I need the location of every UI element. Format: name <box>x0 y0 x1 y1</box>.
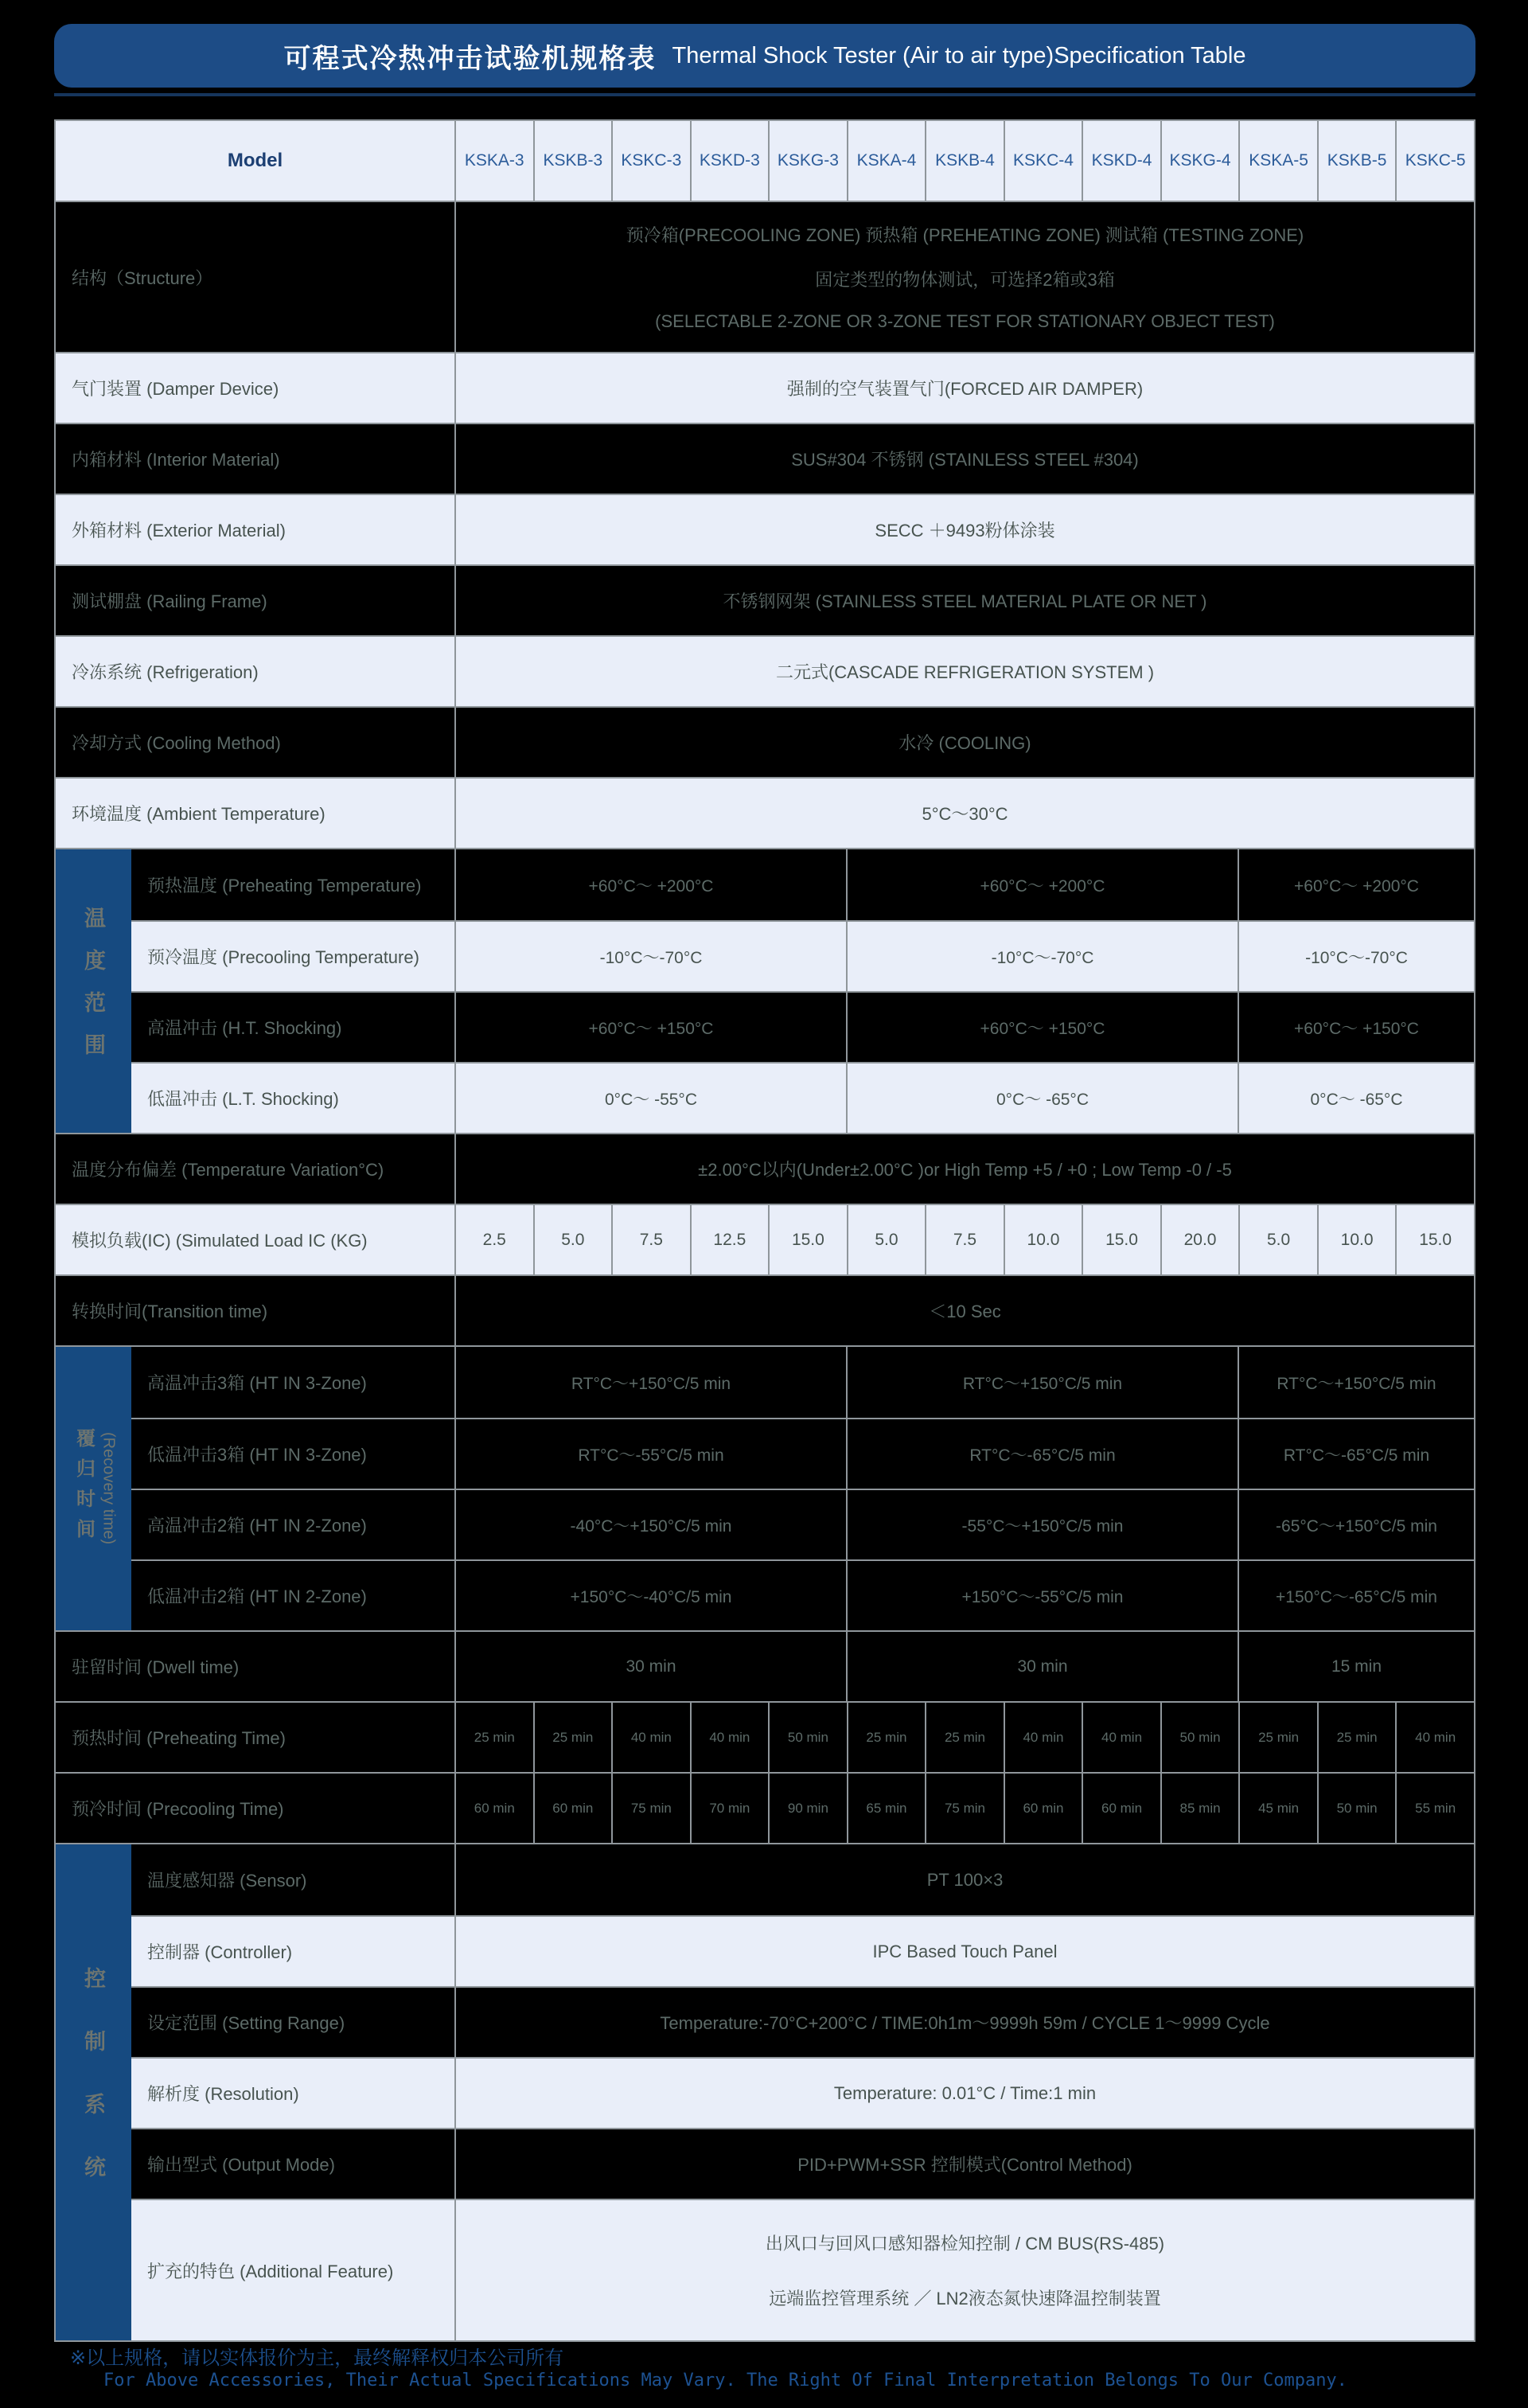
cell-value: 60 min <box>535 1774 614 1843</box>
sidebar-temperature-range <box>56 849 131 1133</box>
group-value: +60°C～ +200°C <box>456 849 848 920</box>
group-value: +60°C～ +200°C <box>848 849 1239 920</box>
section-temperature-range <box>56 848 1474 1133</box>
model-name: KSKD-4 <box>1083 121 1162 201</box>
row-output-mode <box>131 2128 1474 2199</box>
group-value: 0°C～ -65°C <box>848 1064 1239 1133</box>
row-simulated-load <box>56 1204 1474 1274</box>
section-control-system <box>56 1843 1474 2340</box>
cell-value: 70 min <box>692 1774 770 1843</box>
row-label-output-mode: 输出型式 (Output Mode) <box>131 2129 456 2199</box>
row-additional-feature <box>131 2199 1474 2340</box>
cell-value: 25 min <box>1319 1703 1397 1772</box>
row-preheating-temperature <box>131 849 1474 920</box>
model-name: KSKB-3 <box>535 121 614 201</box>
row-dwell-time <box>56 1630 1474 1701</box>
row-controller <box>131 1915 1474 1986</box>
model-name: KSKC-4 <box>1005 121 1084 201</box>
row-precooling-time <box>56 1772 1474 1843</box>
model-name: KSKB-5 <box>1319 121 1397 201</box>
group-value: +60°C～ +150°C <box>1294 1019 1419 1038</box>
title-banner <box>54 24 1475 88</box>
group-value: RT°C～-65°C/5 min <box>848 1419 1239 1489</box>
row-label-dwell-time: 驻留时间 (Dwell time) <box>56 1632 456 1701</box>
model-name: KSKA-4 <box>848 121 927 201</box>
cell-value: 5.0 <box>1240 1205 1319 1274</box>
group-value: RT°C～-65°C/5 min <box>1283 1446 1430 1465</box>
row-lt-2zone <box>131 1559 1474 1630</box>
sidebar-label-en: (Recovery time) <box>99 1432 118 1545</box>
cell-value: 50 min <box>770 1703 848 1772</box>
row-temperature-variation <box>56 1133 1474 1204</box>
value-line: Temperature:-70°C+200°C / TIME:0h1m～9999h 59m / CYCLE 1～9999 Cycle <box>660 2013 1270 2033</box>
group-value: 0°C～ -65°C <box>1310 1090 1403 1109</box>
cell-value: 5.0 <box>848 1205 927 1274</box>
row-value-resolution <box>456 2059 1474 2128</box>
row-value-temperature-variation <box>456 1134 1474 1204</box>
value-line: PT 100×3 <box>926 1869 1004 1890</box>
cell-value: 50 min <box>1162 1703 1241 1772</box>
row-label-precooling-temperature: 预冷温度 (Precooling Temperature) <box>131 922 456 991</box>
model-name: KSKD-3 <box>692 121 770 201</box>
row-structure <box>56 201 1474 352</box>
row-exterior-material <box>56 494 1474 564</box>
group-value: -55°C～+150°C/5 min <box>848 1490 1239 1559</box>
group-value: 15 min <box>1331 1657 1382 1676</box>
group-value: -65°C～+150°C/5 min <box>1276 1516 1437 1536</box>
cell-value: 7.5 <box>613 1205 692 1274</box>
row-label-railing-frame: 测试棚盘 (Railing Frame) <box>56 566 456 635</box>
model-name: KSKC-3 <box>613 121 692 201</box>
row-label-ht-3zone: 高温冲击3箱 (HT IN 3-Zone) <box>131 1347 456 1418</box>
row-setting-range <box>131 1986 1474 2057</box>
cell-value: 10.0 <box>1005 1205 1084 1274</box>
value-line: 二元式(CASCADE REFRIGERATION SYSTEM ) <box>775 662 1155 682</box>
footnote-zh: ※以上规格，请以实体报价为主，最终解释权归本公司所有 <box>70 2348 564 2369</box>
row-groups-ht-2zone <box>456 1490 1474 1559</box>
value-line: 水冷 (COOLING) <box>898 733 1031 753</box>
row-label-ht-shocking: 高温冲击 (H.T. Shocking) <box>131 993 456 1062</box>
model-name: KSKA-5 <box>1240 121 1319 201</box>
row-label-controller: 控制器 (Controller) <box>131 1917 456 1986</box>
value-line: 5°C～30°C <box>922 804 1008 824</box>
model-header-label: Model <box>56 121 456 201</box>
footnote-en: For Above Accessories, Their Actual Specifications May Vary. The Right Of Final Interpretation Belongs To Our Company. <box>103 2371 1347 2390</box>
cell-value: 85 min <box>1162 1774 1241 1843</box>
group-value: +150°C～-40°C/5 min <box>456 1561 848 1630</box>
model-name: KSKB-4 <box>926 121 1005 201</box>
row-value-structure <box>456 202 1474 352</box>
group-value: -10°C～-70°C <box>848 922 1239 991</box>
row-groups-dwell-time <box>456 1632 1474 1701</box>
row-cells-precooling-time <box>456 1774 1474 1843</box>
cell-value: 7.5 <box>926 1205 1005 1274</box>
cell-value: 5.0 <box>535 1205 614 1274</box>
row-label-precooling-time: 预冷时间 (Precooling Time) <box>56 1774 456 1843</box>
cell-value: 90 min <box>770 1774 848 1843</box>
row-value-refrigeration <box>456 637 1474 706</box>
cell-value: 2.5 <box>456 1205 535 1274</box>
cell-value: 45 min <box>1240 1774 1319 1843</box>
row-groups-ht-3zone <box>456 1347 1474 1418</box>
row-label-ht-2zone: 高温冲击2箱 (HT IN 2-Zone) <box>131 1490 456 1559</box>
value-line: IPC Based Touch Panel <box>872 1941 1058 1961</box>
cell-value: 15.0 <box>1419 1230 1452 1249</box>
row-label-preheating-time: 预热时间 (Preheating Time) <box>56 1703 456 1772</box>
row-lt-3zone <box>131 1418 1474 1489</box>
row-value-sensor <box>456 1844 1474 1915</box>
cell-value: 12.5 <box>692 1205 770 1274</box>
cell-value: 55 min <box>1415 1800 1456 1816</box>
cell-value: 75 min <box>926 1774 1005 1843</box>
sidebar-control-system <box>56 1844 131 2340</box>
group-value: +150°C～-55°C/5 min <box>848 1561 1239 1630</box>
row-damper-device <box>56 352 1474 423</box>
model-name: KSKA-3 <box>456 121 535 201</box>
row-label-lt-shocking: 低温冲击 (L.T. Shocking) <box>131 1064 456 1133</box>
group-value: +150°C～-65°C/5 min <box>1276 1587 1437 1606</box>
row-ht-3zone <box>131 1347 1474 1418</box>
value-line: PID+PWM+SSR 控制模式(Control Method) <box>797 2155 1132 2175</box>
row-label-transition-time: 转换时间(Transition time) <box>56 1276 456 1345</box>
row-groups-precooling-temperature <box>456 922 1474 991</box>
row-groups-preheating-temperature <box>456 849 1474 920</box>
model-name: KSKC-5 <box>1405 151 1466 170</box>
cell-value: 40 min <box>1415 1729 1456 1745</box>
row-railing-frame <box>56 564 1474 635</box>
cell-value: 15.0 <box>770 1205 848 1274</box>
sidebar-label-zh: 温度范围 <box>81 907 105 1075</box>
row-value-ambient-temperature <box>456 779 1474 848</box>
row-value-additional-feature <box>456 2200 1474 2340</box>
row-groups-lt-3zone <box>456 1419 1474 1489</box>
row-label-exterior-material: 外箱材料 (Exterior Material) <box>56 495 456 564</box>
value-line: ＜10 Sec <box>929 1302 1001 1321</box>
cell-value: 65 min <box>848 1774 927 1843</box>
group-value: RT°C～-55°C/5 min <box>456 1419 848 1489</box>
model-name: KSKG-3 <box>770 121 848 201</box>
cell-value: 40 min <box>1005 1703 1084 1772</box>
value-line: 远端监控管理系统 ／ LN2液态氮快速降温控制装置 <box>769 2289 1161 2308</box>
row-value-interior-material <box>456 424 1474 494</box>
row-lt-shocking <box>131 1062 1474 1133</box>
sidebar-recovery-time <box>56 1347 131 1630</box>
group-value: +60°C～ +150°C <box>456 993 848 1062</box>
cell-value: 25 min <box>926 1703 1005 1772</box>
row-groups-lt-shocking <box>456 1064 1474 1133</box>
row-ht-shocking <box>131 991 1474 1062</box>
row-label-sensor: 温度感知器 (Sensor) <box>131 1844 456 1915</box>
group-value: 0°C～ -55°C <box>456 1064 848 1133</box>
row-cells-simulated-load <box>456 1205 1474 1274</box>
row-value-transition-time <box>456 1276 1474 1345</box>
value-line: 出风口与回风口感知器检知控制 / CM BUS(RS-485) <box>765 2234 1165 2254</box>
row-groups-lt-2zone <box>456 1561 1474 1630</box>
row-cells-preheating-time <box>456 1703 1474 1772</box>
row-value-railing-frame <box>456 566 1474 635</box>
row-label-lt-3zone: 低温冲击3箱 (HT IN 3-Zone) <box>131 1419 456 1489</box>
row-label-lt-2zone: 低温冲击2箱 (HT IN 2-Zone) <box>131 1561 456 1630</box>
row-preheating-time <box>56 1701 1474 1772</box>
row-transition-time <box>56 1274 1474 1345</box>
section-recovery-time <box>56 1345 1474 1630</box>
row-cooling-method <box>56 706 1474 777</box>
section-rows-control-system <box>131 1844 1474 2340</box>
cell-value: 25 min <box>848 1703 927 1772</box>
row-refrigeration <box>56 635 1474 706</box>
value-line: (SELECTABLE 2-ZONE OR 3-ZONE TEST FOR STATIONARY OBJECT TEST) <box>655 311 1275 331</box>
row-label-preheating-temperature: 预热温度 (Preheating Temperature) <box>131 849 456 920</box>
group-value: +60°C～ +200°C <box>1294 876 1419 896</box>
row-precooling-temperature <box>131 920 1474 991</box>
row-label-setting-range: 设定范围 (Setting Range) <box>131 1988 456 2057</box>
row-label-resolution: 解析度 (Resolution) <box>131 2059 456 2128</box>
cell-value: 40 min <box>1083 1703 1162 1772</box>
model-name: KSKG-4 <box>1162 121 1241 201</box>
group-value: RT°C～+150°C/5 min <box>456 1347 848 1418</box>
cell-value: 75 min <box>613 1774 692 1843</box>
row-label-additional-feature: 扩充的特色 (Additional Feature) <box>131 2200 456 2340</box>
group-value: +60°C～ +150°C <box>848 993 1239 1062</box>
group-value: -10°C～-70°C <box>1305 948 1408 967</box>
row-label-ambient-temperature: 环境温度 (Ambient Temperature) <box>56 779 456 848</box>
page-title-en: Thermal Shock Tester (Air to air type)Specification Table <box>672 42 1246 68</box>
row-resolution <box>131 2057 1474 2128</box>
row-ht-2zone <box>131 1489 1474 1559</box>
row-value-setting-range <box>456 1988 1474 2057</box>
row-value-exterior-material <box>456 495 1474 564</box>
cell-value: 25 min <box>456 1703 535 1772</box>
cell-value: 25 min <box>535 1703 614 1772</box>
cell-value: 15.0 <box>1083 1205 1162 1274</box>
page-title-zh: 可程式冷热冲击试验机规格表 <box>283 43 657 74</box>
row-label-simulated-load: 模拟负载(IC) (Simulated Load IC (KG) <box>56 1205 456 1274</box>
cell-value: 25 min <box>1240 1703 1319 1772</box>
cell-value: 50 min <box>1319 1774 1397 1843</box>
cell-value: 60 min <box>1005 1774 1084 1843</box>
sidebar-label-zh: 控制系统 <box>81 1966 105 2219</box>
value-line: Temperature: 0.01°C / Time:1 min <box>833 2082 1097 2103</box>
value-line: SUS#304 不锈钢 (STAINLESS STEEL #304) <box>791 450 1139 470</box>
value-line: 固定类型的物体测试，可选择2箱或3箱 <box>815 270 1115 290</box>
cell-value: 10.0 <box>1319 1205 1397 1274</box>
value-line: 不锈钢网架 (STAINLESS STEEL MATERIAL PLATE OR NET ) <box>723 591 1207 611</box>
row-label-structure: 结构（Structure） <box>56 202 456 352</box>
value-line: 强制的空气装置气门(FORCED AIR DAMPER) <box>786 379 1144 399</box>
group-value: -10°C～-70°C <box>456 922 848 991</box>
sidebar-label-zh: 覆归时间 <box>72 1428 95 1549</box>
group-value: 30 min <box>456 1632 848 1701</box>
row-label-temperature-variation: 温度分布偏差 (Temperature Variation°C) <box>56 1134 456 1204</box>
group-value: 30 min <box>848 1632 1239 1701</box>
specification-table <box>54 119 1475 2342</box>
cell-value: 40 min <box>613 1703 692 1772</box>
row-value-output-mode <box>456 2129 1474 2199</box>
group-value: RT°C～+150°C/5 min <box>1277 1374 1436 1393</box>
row-label-interior-material: 内箱材料 (Interior Material) <box>56 424 456 494</box>
row-groups-ht-shocking <box>456 993 1474 1062</box>
group-value: -40°C～+150°C/5 min <box>456 1490 848 1559</box>
cell-value: 60 min <box>1083 1774 1162 1843</box>
cell-value: 60 min <box>456 1774 535 1843</box>
model-header-row <box>56 121 1474 201</box>
row-label-refrigeration: 冷冻系统 (Refrigeration) <box>56 637 456 706</box>
row-value-controller <box>456 1917 1474 1986</box>
model-header-cells <box>456 121 1474 201</box>
row-label-damper-device: 气门装置 (Damper Device) <box>56 353 456 423</box>
section-rows-recovery-time <box>131 1347 1474 1630</box>
row-value-damper-device <box>456 353 1474 423</box>
row-sensor <box>131 1844 1474 1915</box>
cell-value: 40 min <box>692 1703 770 1772</box>
row-ambient-temperature <box>56 777 1474 848</box>
cell-value: 20.0 <box>1162 1205 1241 1274</box>
banner-underline <box>54 93 1475 96</box>
value-line: SECC ＋9493粉体涂装 <box>875 521 1055 541</box>
value-line: ±2.00°C以内(Under±2.00°C )or High Temp +5 / +0 ; Low Temp -0 / -5 <box>698 1160 1232 1180</box>
row-value-cooling-method <box>456 708 1474 777</box>
section-rows-temperature-range <box>131 849 1474 1133</box>
value-line: 预冷箱(PRECOOLING ZONE) 预热箱 (PREHEATING ZONE) 测试箱 (TESTING ZONE) <box>626 225 1304 245</box>
row-interior-material <box>56 423 1474 494</box>
row-label-cooling-method: 冷却方式 (Cooling Method) <box>56 708 456 777</box>
group-value: RT°C～+150°C/5 min <box>848 1347 1239 1418</box>
